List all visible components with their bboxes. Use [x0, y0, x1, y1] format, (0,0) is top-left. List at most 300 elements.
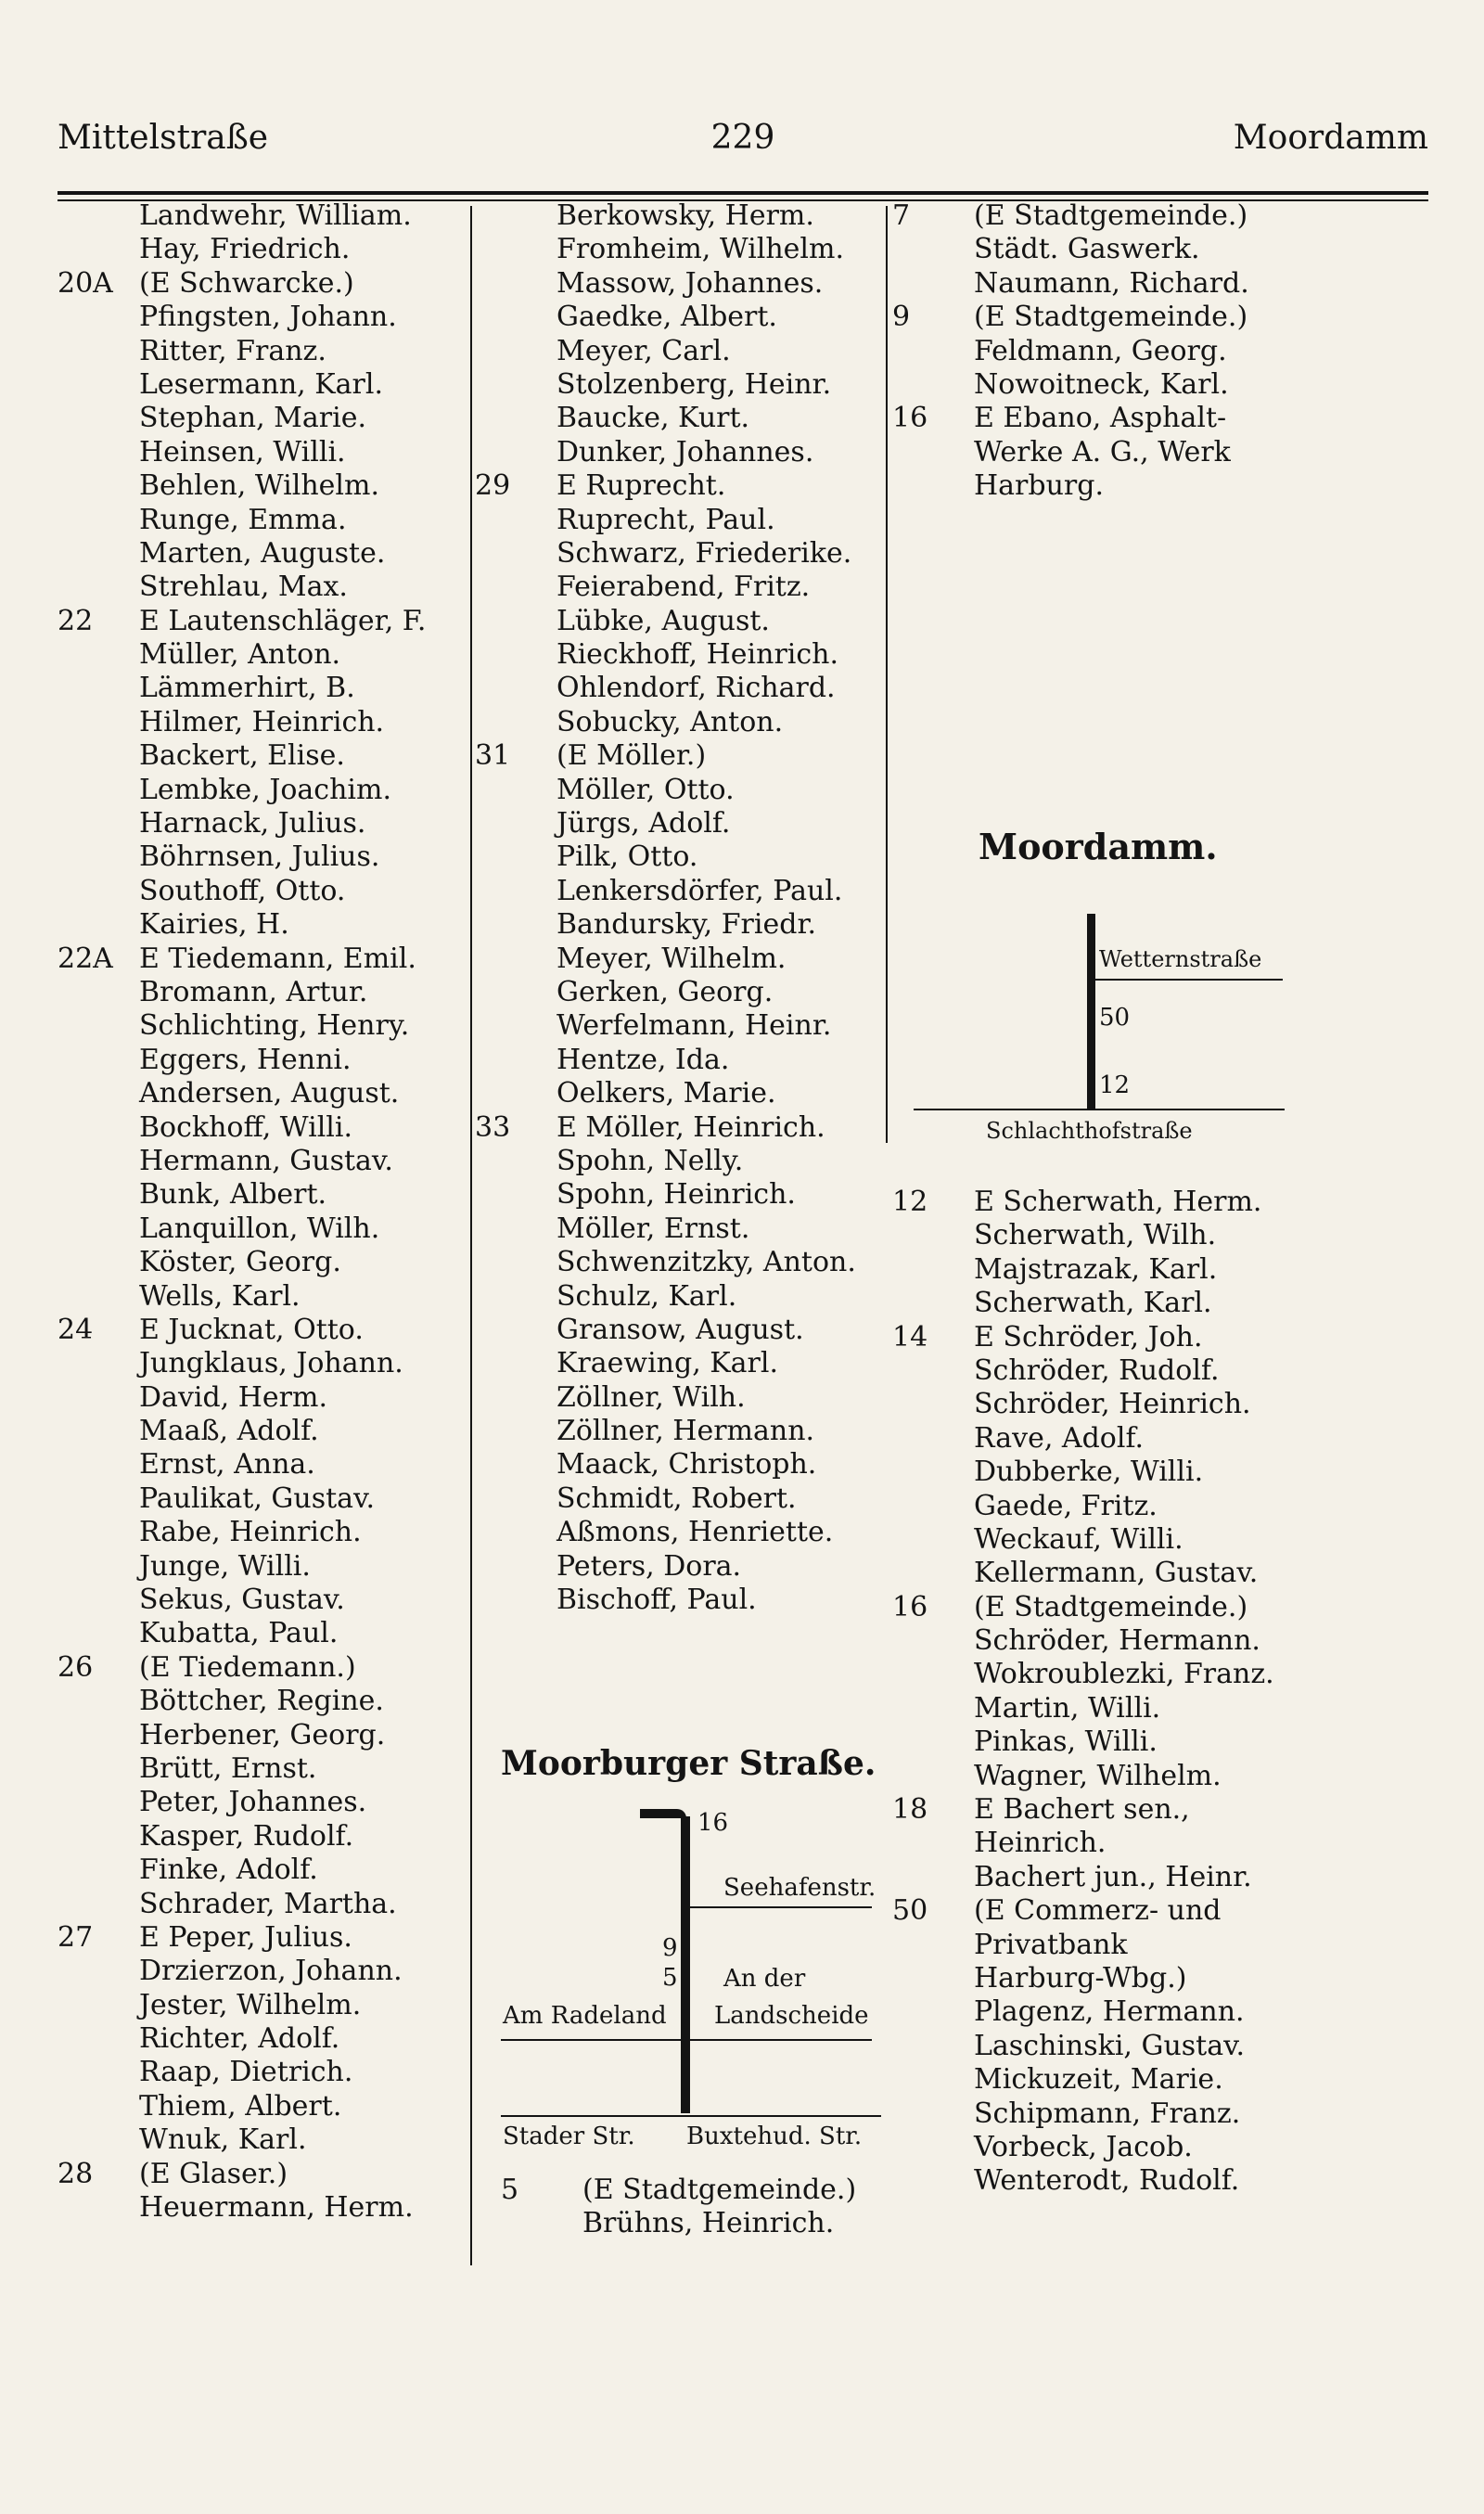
- resident-name: Kellermann, Gustav.: [974, 1557, 1259, 1590]
- resident-name: Pinkas, Willi.: [974, 1725, 1158, 1759]
- resident-name: Berkowsky, Herm.: [556, 199, 814, 232]
- resident-name: Maack, Christoph.: [556, 1448, 817, 1481]
- directory-entry: [475, 199, 883, 233]
- resident-name: Peters, Dora.: [556, 1549, 742, 1583]
- directory-entry: [58, 1584, 466, 1617]
- map-label-seehafen: Seehafenstr.: [723, 1874, 876, 1902]
- resident-name: Landwehr, William.: [139, 199, 412, 232]
- resident-name: Wagner, Wilhelm.: [974, 1759, 1222, 1792]
- resident-name: Marten, Auguste.: [139, 536, 386, 570]
- house-number: 5: [501, 2174, 519, 2206]
- house-number: 16: [892, 1590, 928, 1623]
- directory-entry: [892, 233, 1449, 266]
- directory-entry: [892, 1692, 1449, 1725]
- directory-entry: [58, 1989, 466, 2022]
- resident-name: E Tiedemann, Emil.: [139, 942, 416, 975]
- resident-name: Hay, Friedrich.: [139, 233, 351, 266]
- resident-name: Schröder, Heinrich.: [974, 1388, 1251, 1421]
- directory-entry: [892, 2030, 1449, 2063]
- column-divider-1: [470, 206, 472, 2265]
- directory-entry: [892, 1321, 1449, 1354]
- resident-name: Ernst, Anna.: [139, 1448, 315, 1481]
- map-label-stader: Stader Str.: [503, 2123, 635, 2150]
- house-number: 22A: [58, 942, 113, 975]
- directory-entry: [892, 1253, 1449, 1287]
- directory-entry: [475, 1044, 883, 1077]
- resident-name: Schrader, Martha.: [139, 1887, 397, 1920]
- map-road-radeland: [501, 2039, 872, 2041]
- resident-name: Maaß, Adolf.: [139, 1415, 319, 1448]
- house-number: 28: [58, 2157, 94, 2190]
- resident-name: Paulikat, Gustav.: [139, 1481, 375, 1515]
- directory-entry: [892, 2131, 1449, 2164]
- directory-entry: [475, 875, 883, 908]
- resident-name: Jungklaus, Johann.: [139, 1347, 403, 1380]
- house-number: 24: [58, 1313, 94, 1346]
- directory-entry: [58, 1448, 466, 1481]
- directory-entry: [58, 301, 466, 334]
- resident-name: Rave, Adolf.: [974, 1421, 1145, 1455]
- directory-entry: [475, 1212, 883, 1246]
- page-number: 229: [710, 119, 775, 157]
- directory-entry: [58, 840, 466, 874]
- resident-name: Andersen, August.: [139, 1077, 400, 1110]
- directory-entry: [475, 504, 883, 537]
- resident-name: Runge, Emma.: [139, 503, 347, 536]
- map-label-an-der: An der: [723, 1965, 806, 1993]
- resident-name: Richter, Adolf.: [139, 2022, 340, 2056]
- resident-name: Schröder, Rudolf.: [974, 1353, 1220, 1387]
- resident-name: Weckauf, Willi.: [974, 1522, 1183, 1556]
- resident-name: E Bachert sen.,: [974, 1793, 1190, 1827]
- resident-name: (E Tiedemann.): [139, 1650, 356, 1684]
- directory-entry: [475, 1347, 883, 1380]
- resident-name: Bromann, Artur.: [139, 975, 368, 1008]
- resident-name: Wokroublezki, Franz.: [974, 1658, 1274, 1691]
- resident-name: Plagenz, Hermann.: [974, 1995, 1245, 2029]
- column-2: [475, 199, 883, 1617]
- directory-entry: [892, 1490, 1449, 1523]
- resident-name: Kairies, H.: [139, 908, 289, 942]
- directory-entry: [475, 233, 883, 266]
- resident-name: Jester, Wilhelm.: [139, 1988, 362, 2021]
- directory-entry: [475, 672, 883, 705]
- directory-entry: [58, 2090, 466, 2123]
- directory-entry: [58, 504, 466, 537]
- map-road-wettern: [1093, 979, 1283, 981]
- directory-entry: [58, 1044, 466, 1077]
- resident-name: Nowoitneck, Karl.: [974, 367, 1229, 401]
- directory-entry: [58, 1955, 466, 1988]
- resident-name: Meyer, Wilhelm.: [556, 942, 787, 975]
- resident-name: Schwenzitzky, Anton.: [556, 1246, 856, 1279]
- house-number: 31: [475, 739, 511, 773]
- directory-entry: [475, 706, 883, 739]
- directory-entry: [475, 605, 883, 638]
- resident-name: Privatbank: [974, 1928, 1128, 1961]
- resident-name: Schmidt, Robert.: [556, 1481, 797, 1515]
- resident-name: Wenterodt, Rudolf.: [974, 2164, 1240, 2198]
- directory-entry: [892, 1456, 1449, 1489]
- resident-name: Baucke, Kurt.: [556, 402, 750, 435]
- directory-entry: [475, 436, 883, 469]
- directory-entry: [58, 267, 466, 301]
- resident-name: Stolzenberg, Heinr.: [556, 367, 832, 401]
- resident-name: Hentze, Ida.: [556, 1043, 730, 1076]
- directory-entry: [475, 1009, 883, 1043]
- directory-entry: [58, 402, 466, 435]
- resident-name: Behlen, Wilhelm.: [139, 469, 380, 503]
- directory-entry: [892, 1894, 1449, 1928]
- directory-entry: [58, 2191, 466, 2225]
- resident-name: (E Möller.): [556, 739, 707, 773]
- directory-entry: [475, 1448, 883, 1481]
- header-rule: [58, 191, 1428, 195]
- resident-name: Drzierzon, Johann.: [139, 1955, 403, 1988]
- resident-name: Herbener, Georg.: [139, 1718, 386, 1751]
- house-number: 7: [892, 199, 911, 232]
- resident-name: Sobucky, Anton.: [556, 705, 784, 738]
- resident-name: Southoff, Otto.: [139, 874, 346, 907]
- header-street-right: Moordamm: [1233, 119, 1428, 157]
- resident-name: Müller, Anton.: [139, 638, 341, 672]
- house-number: 12: [892, 1186, 928, 1218]
- resident-name: Pilk, Otto.: [556, 840, 698, 874]
- resident-name: Dunker, Johannes.: [556, 435, 814, 468]
- resident-name: Pfingsten, Johann.: [139, 301, 397, 334]
- resident-name: Wnuk, Karl.: [139, 2123, 307, 2157]
- column-divider-2: [886, 206, 888, 1143]
- house-number: 50: [892, 1894, 928, 1928]
- directory-entry: [475, 1584, 883, 1617]
- resident-name: Martin, Willi.: [974, 1691, 1161, 1725]
- resident-name: E Lautenschläger, F.: [139, 604, 427, 637]
- resident-name: Sekus, Gustav.: [139, 1584, 345, 1617]
- resident-name: E Scherwath, Herm.: [974, 1186, 1262, 1218]
- resident-name: Kasper, Rudolf.: [139, 1819, 354, 1853]
- directory-entry: [475, 1381, 883, 1415]
- directory-entry: [58, 1077, 466, 1110]
- resident-name: Lesermann, Karl.: [139, 367, 383, 401]
- directory-entry: [475, 1516, 883, 1549]
- directory-entry: [58, 1516, 466, 1549]
- resident-name: Werfelmann, Heinr.: [556, 1009, 832, 1043]
- resident-name: E Peper, Julius.: [139, 1920, 352, 1954]
- resident-name: Finke, Adolf.: [139, 1853, 318, 1887]
- map-label-5: 5: [662, 1964, 678, 1992]
- directory-entry: [58, 1178, 466, 1212]
- column-1: [58, 199, 466, 2225]
- directory-entry: [58, 199, 466, 233]
- directory-entry: [58, 1786, 466, 1819]
- resident-name: Brühns, Heinrich.: [582, 2207, 835, 2240]
- resident-name: Meyer, Carl.: [556, 334, 731, 367]
- resident-name: Peter, Johannes.: [139, 1786, 367, 1819]
- directory-entry: [475, 1314, 883, 1347]
- resident-name: Heinsen, Willi.: [139, 435, 346, 468]
- directory-entry: [475, 1178, 883, 1212]
- house-number: 33: [475, 1110, 511, 1144]
- directory-entry: [475, 840, 883, 874]
- directory-entry: [58, 1921, 466, 1955]
- map-label-wettern: Wetternstraße: [1099, 946, 1262, 972]
- resident-name: Ritter, Franz.: [139, 334, 326, 367]
- directory-entry: [475, 469, 883, 503]
- directory-entry: [892, 469, 1449, 503]
- column-2-bottom: [501, 2174, 890, 2241]
- directory-entry: [58, 1314, 466, 1347]
- directory-entry: [475, 943, 883, 976]
- column-3-top: [892, 199, 1449, 504]
- directory-entry: [58, 1347, 466, 1380]
- resident-name: Lenkersdörfer, Paul.: [556, 874, 843, 907]
- house-number: 26: [58, 1650, 94, 1684]
- resident-name: Oelkers, Marie.: [556, 1077, 776, 1110]
- resident-name: Bachert jun., Heinr.: [974, 1860, 1252, 1893]
- resident-name: Jürgs, Adolf.: [556, 807, 731, 840]
- directory-entry: [58, 1685, 466, 1718]
- resident-name: Heuermann, Herm.: [139, 2191, 414, 2225]
- resident-name: Spohn, Heinrich.: [556, 1178, 796, 1212]
- directory-entry: [892, 1929, 1449, 1962]
- directory-entry: [475, 1145, 883, 1178]
- directory-entry: [58, 2123, 466, 2157]
- directory-entry: [58, 335, 466, 368]
- directory-entry: [892, 402, 1449, 435]
- directory-entry: [892, 1422, 1449, 1456]
- resident-name: Laschinski, Gustav.: [974, 2029, 1246, 2062]
- resident-name: Möller, Otto.: [556, 773, 735, 806]
- directory-entry: [475, 976, 883, 1009]
- resident-name: Feldmann, Georg.: [974, 334, 1227, 367]
- resident-name: Spohn, Nelly.: [556, 1144, 744, 1177]
- house-number: 27: [58, 1920, 94, 1954]
- directory-entry: [892, 2063, 1449, 2097]
- directory-entry: [892, 1624, 1449, 1658]
- directory-entry: [58, 706, 466, 739]
- directory-entry: [58, 943, 466, 976]
- resident-name: Brütt, Ernst.: [139, 1751, 317, 1785]
- directory-entry: [58, 1820, 466, 1853]
- map-label-16: 16: [697, 1809, 729, 1837]
- map-label-9: 9: [662, 1934, 678, 1962]
- directory-entry: [892, 335, 1449, 368]
- map-road-schlacht: [914, 1109, 1285, 1110]
- directory-entry: [58, 1888, 466, 1921]
- directory-entry: [58, 1482, 466, 1516]
- directory-entry: [892, 1793, 1449, 1827]
- directory-entry: [475, 301, 883, 334]
- directory-entry: [475, 335, 883, 368]
- directory-entry: [58, 368, 466, 402]
- directory-entry: [475, 739, 883, 773]
- map-road-main: [681, 1816, 690, 2113]
- directory-entry: [501, 2207, 890, 2240]
- directory-entry: [892, 1827, 1449, 1860]
- house-number: 16: [892, 402, 928, 435]
- map-road-curve-top: [640, 1809, 686, 1818]
- directory-entry: [475, 402, 883, 435]
- directory-entry: [475, 1246, 883, 1279]
- directory-entry: [58, 436, 466, 469]
- directory-entry: [58, 605, 466, 638]
- directory-entry: [58, 1550, 466, 1584]
- directory-entry: [58, 774, 466, 807]
- directory-entry: [58, 1111, 466, 1145]
- resident-name: (E Stadtgemeinde.): [582, 2174, 857, 2206]
- directory-entry: [475, 774, 883, 807]
- directory-entry: [475, 1415, 883, 1448]
- resident-name: Scherwath, Wilh.: [974, 1219, 1217, 1252]
- directory-entry: [892, 1995, 1449, 2029]
- resident-name: Gransow, August.: [556, 1313, 804, 1346]
- resident-name: E Möller, Heinrich.: [556, 1110, 825, 1144]
- directory-entry: [58, 2056, 466, 2089]
- directory-entry: [892, 199, 1449, 233]
- resident-name: Schlichting, Henry.: [139, 1009, 410, 1043]
- directory-entry: [892, 1287, 1449, 1320]
- resident-name: Lanquillon, Wilh.: [139, 1212, 380, 1245]
- column-3-bottom: [892, 1186, 1449, 2199]
- directory-entry: [892, 368, 1449, 402]
- directory-entry: [475, 1280, 883, 1314]
- directory-entry: [892, 1591, 1449, 1624]
- resident-name: Schwarz, Friederike.: [556, 536, 852, 570]
- directory-entry: [892, 1557, 1449, 1590]
- resident-name: Schipmann, Franz.: [974, 2097, 1241, 2130]
- directory-entry: [475, 1482, 883, 1516]
- directory-entry: [892, 1861, 1449, 1894]
- resident-name: Wells, Karl.: [139, 1279, 301, 1313]
- resident-name: David, Herm.: [139, 1380, 327, 1414]
- page-header: [58, 119, 1428, 174]
- resident-name: Gerken, Georg.: [556, 975, 774, 1008]
- directory-entry: [58, 1651, 466, 1685]
- resident-name: Harburg.: [974, 469, 1104, 503]
- resident-name: (E Stadtgemeinde.): [974, 301, 1248, 334]
- house-number: 20A: [58, 266, 113, 300]
- directory-entry: [892, 1658, 1449, 1691]
- map-road-seehafen: [686, 1906, 872, 1908]
- directory-entry: [58, 908, 466, 942]
- resident-name: Vorbeck, Jacob.: [974, 2130, 1193, 2163]
- directory-entry: [58, 2022, 466, 2056]
- directory-entry: [58, 1415, 466, 1448]
- directory-entry: [892, 1186, 1449, 1219]
- resident-name: Backert, Elise.: [139, 739, 345, 773]
- directory-entry: [475, 807, 883, 840]
- directory-entry: [892, 2097, 1449, 2131]
- resident-name: E Ruprecht.: [556, 469, 726, 503]
- house-number: 22: [58, 604, 94, 637]
- resident-name: Bandursky, Friedr.: [556, 908, 817, 942]
- resident-name: Mickuzeit, Marie.: [974, 2063, 1223, 2097]
- directory-entry: [58, 2158, 466, 2191]
- map-road-stader: [501, 2115, 881, 2117]
- directory-entry: [58, 976, 466, 1009]
- map-label-radeland: Am Radeland: [503, 2002, 667, 2030]
- resident-name: Feierabend, Fritz.: [556, 571, 811, 604]
- directory-entry: [58, 875, 466, 908]
- resident-name: Bunk, Albert.: [139, 1178, 327, 1212]
- resident-name: (E Commerz- und: [974, 1894, 1222, 1928]
- resident-name: Lembke, Joachim.: [139, 773, 392, 806]
- resident-name: Lübke, August.: [556, 604, 770, 637]
- resident-name: Hermann, Gustav.: [139, 1144, 393, 1177]
- directory-entry: [58, 1853, 466, 1887]
- resident-name: E Jucknat, Otto.: [139, 1313, 364, 1346]
- resident-name: Schröder, Hermann.: [974, 1624, 1260, 1658]
- resident-name: Bockhoff, Willi.: [139, 1110, 353, 1144]
- directory-entry: [892, 1760, 1449, 1793]
- directory-entry: [892, 301, 1449, 334]
- directory-entry: [58, 1381, 466, 1415]
- resident-name: Ohlendorf, Richard.: [556, 672, 836, 705]
- directory-entry: [892, 1523, 1449, 1557]
- directory-entry: [475, 908, 883, 942]
- resident-name: Thiem, Albert.: [139, 2089, 342, 2123]
- resident-name: Rabe, Heinrich.: [139, 1516, 362, 1549]
- directory-entry: [475, 267, 883, 301]
- map-label-landscheide: Landscheide: [714, 2002, 869, 2030]
- directory-entry: [58, 638, 466, 672]
- resident-name: Rieckhoff, Heinrich.: [556, 638, 839, 672]
- directory-entry: [892, 1962, 1449, 1995]
- directory-entry: [58, 1280, 466, 1314]
- resident-name: Junge, Willi.: [139, 1549, 311, 1583]
- resident-name: Böttcher, Regine.: [139, 1685, 384, 1718]
- resident-name: Schulz, Karl.: [556, 1279, 737, 1313]
- directory-entry: [892, 436, 1449, 469]
- resident-name: Werke A. G., Werk: [974, 435, 1231, 468]
- directory-entry: [475, 638, 883, 672]
- directory-entry: [475, 368, 883, 402]
- house-number: 29: [475, 469, 511, 503]
- directory-entry: [58, 571, 466, 604]
- moorburger-title: Moorburger Straße.: [501, 1744, 876, 1783]
- directory-entry: [892, 2164, 1449, 2198]
- resident-name: E Schröder, Joh.: [974, 1320, 1203, 1353]
- map-label-schlacht: Schlachthofstraße: [986, 1118, 1193, 1144]
- resident-name: Städt. Gaswerk.: [974, 233, 1200, 266]
- directory-entry: [892, 1219, 1449, 1252]
- map-label-12: 12: [1099, 1071, 1131, 1099]
- directory-entry: [892, 1725, 1449, 1759]
- directory-entry: [892, 1354, 1449, 1388]
- header-street-left: Mittelstraße: [58, 119, 269, 157]
- directory-entry: [58, 537, 466, 571]
- moordamm-title: Moordamm.: [979, 826, 1218, 867]
- resident-name: Zöllner, Hermann.: [556, 1415, 815, 1448]
- house-number: 9: [892, 301, 911, 334]
- resident-name: Lämmerhirt, B.: [139, 672, 355, 705]
- resident-name: Gaedke, Albert.: [556, 301, 777, 334]
- resident-name: Majstrazak, Karl.: [974, 1252, 1218, 1286]
- map-label-buxtehud: Buxtehud. Str.: [686, 2123, 863, 2150]
- resident-name: Ruprecht, Paul.: [556, 503, 775, 536]
- resident-name: Harnack, Julius.: [139, 807, 366, 840]
- resident-name: Kubatta, Paul.: [139, 1617, 339, 1650]
- directory-entry: [58, 1009, 466, 1043]
- directory-entry: [58, 469, 466, 503]
- directory-entry: [475, 571, 883, 604]
- resident-name: Scherwath, Karl.: [974, 1287, 1212, 1320]
- resident-name: (E Schwarcke.): [139, 266, 354, 300]
- resident-name: Dubberke, Willi.: [974, 1456, 1204, 1489]
- resident-name: Kraewing, Karl.: [556, 1347, 779, 1380]
- resident-name: Strehlau, Max.: [139, 571, 348, 604]
- resident-name: Eggers, Henni.: [139, 1043, 352, 1076]
